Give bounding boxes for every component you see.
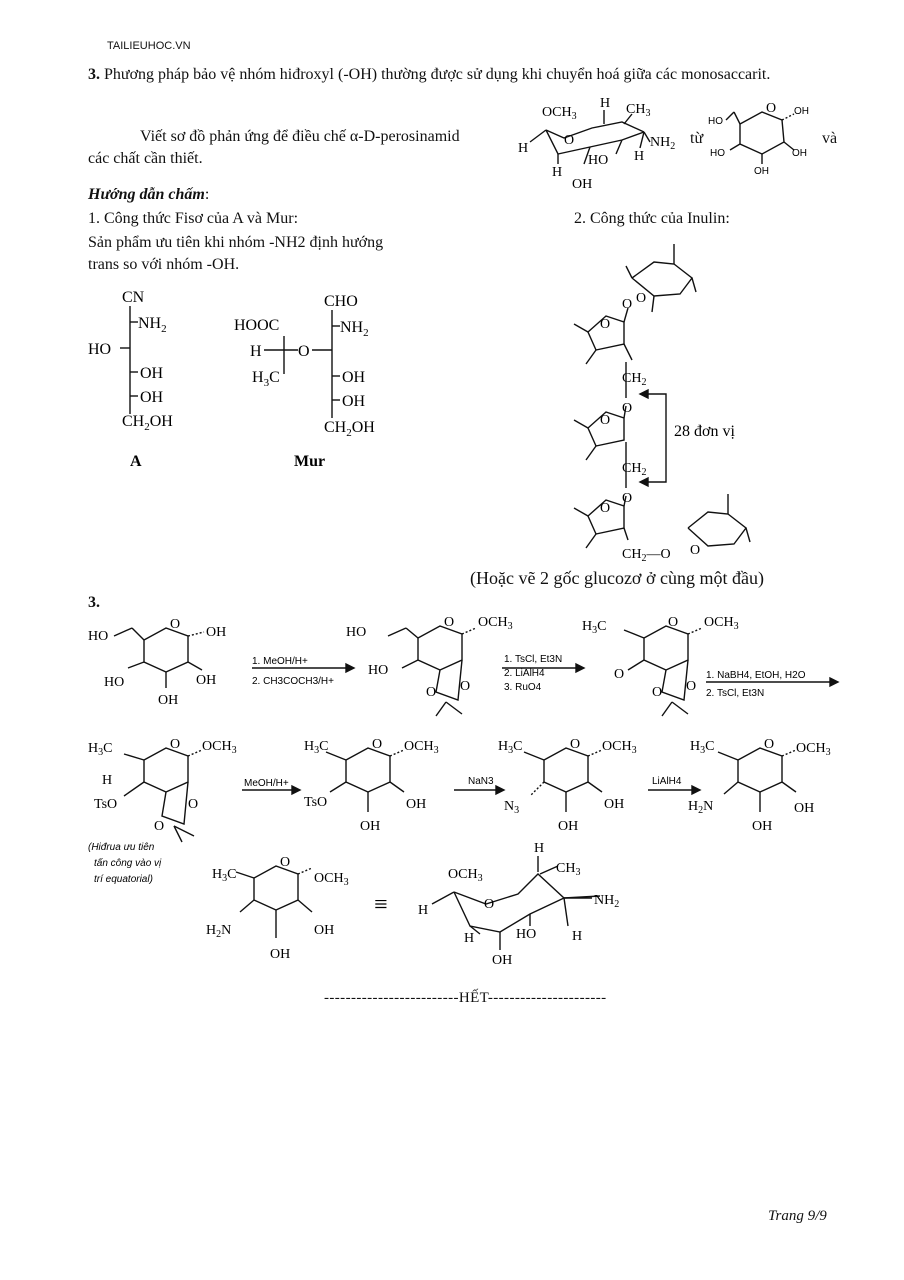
svg-text:O: O [170,617,181,632]
svg-text:CH2OH: $CH_2OH$ [122,413,173,433]
svg-text:O: O [444,615,455,630]
svg-text:OH: OH [140,365,164,382]
svg-text:OH: OH [196,673,217,688]
svg-text:O: O [188,797,199,812]
svg-text:TsO: TsO [304,795,328,810]
svg-text:OH: OH [342,369,366,386]
svg-text:HO: HO [88,341,112,358]
svg-text:HO: HO [346,625,367,640]
svg-text:A: A [130,453,142,470]
svg-text:H: H [552,165,563,180]
svg-text:OH: OH [158,693,179,708]
svg-text:HO: HO [368,663,389,678]
svg-text:OH: OH [572,177,593,192]
svg-text:H3C: $H_3C$ [212,867,237,884]
svg-text:H3C: $H_3C$ [304,739,329,756]
guide-p2-heading: 2. Công thức của Inulin: [574,210,730,227]
step5-reagent: NaN3 [468,776,494,787]
svg-text:OH: OH [754,166,769,177]
step6-reagent: LiAlH4 [652,776,682,787]
question-intro: 3. Phương pháp bảo vệ nhóm hiđroxyl (-OH) thường được sử dụng khi chuyển hoá giữa các monosaccarit. [88,66,771,83]
svg-text:H3C: $H_3C$ [498,739,523,756]
svg-text:HO: HO [104,675,125,690]
svg-text:HO: HO [516,927,537,942]
fischer-mur [228,284,418,474]
svg-text:OCH3: $OCH_3$ [704,615,739,632]
svg-text:HO: HO [588,153,609,168]
svg-text:CHO: CHO [324,293,358,310]
svg-text:O: O [564,133,575,148]
svg-text:O: O [652,685,663,700]
svg-text:OH: OH [342,393,366,410]
svg-text:CH3: $CH_3$ [626,102,651,119]
svg-text:O: O [298,343,310,360]
step2-reagent-2: 2. LiAlH4 [504,668,545,679]
fischer-a [82,284,192,474]
svg-text:OCH3: $OCH_3$ [314,871,349,888]
guide-p1-text1: Sản phẩm ưu tiên khi nhóm -NH2 định hướng [88,234,384,251]
svg-text:O: O [484,897,495,912]
svg-text:H3C: $H_3C$ [252,369,280,389]
svg-text:H: H [634,149,645,164]
svg-text:H2N: $H_2N$ [206,923,232,940]
svg-text:OCH3: $OCH_3$ [202,739,237,756]
task-line-2: các chất cần thiết. [88,150,203,167]
svg-text:H: H [534,841,545,856]
svg-text:NH2: $NH_2$ [138,315,167,335]
target-perosinamide-chair [512,92,687,192]
svg-text:H: H [250,343,262,360]
svg-text:OCH3: $OCH_3$ [478,615,513,632]
svg-text:O: O [170,737,181,752]
svg-text:H3C: $H_3C$ [88,741,113,758]
svg-text:N3: $N_3$ [504,799,520,816]
svg-text:O: O [600,317,611,332]
svg-text:OH: OH [558,819,579,834]
svg-text:OH: OH [314,923,335,938]
scheme-row-3 [200,838,640,978]
svg-text:CH2: $CH_2$ [622,461,647,478]
svg-text:OH: OH [206,625,227,640]
task-line-1: Viết sơ đồ phản ứng để điều chế α-D-perosinamid [140,128,460,145]
svg-text:OH: OH [794,801,815,816]
step3-reagent-1: 1. NaBH4, EtOH, H2O [706,670,806,681]
svg-text:O: O [622,491,633,506]
svg-text:OCH3: $OCH_3$ [796,741,831,758]
svg-text:H2N: $H_2N$ [688,799,714,816]
svg-text:HO: HO [710,148,725,159]
svg-text:O: O [636,291,647,306]
svg-text:OH: OH [406,797,427,812]
svg-text:O: O [766,101,777,116]
step3-reagent-2: 2. TsCl, Et3N [706,688,765,699]
starting-glucose-top [706,98,816,178]
svg-text:OCH3: $OCH_3$ [448,867,483,884]
svg-text:O: O [460,679,471,694]
svg-text:O: O [600,501,611,516]
svg-text:CH2: $CH_2$ [622,371,647,388]
svg-text:O: O [372,737,383,752]
svg-text:H: H [518,141,529,156]
svg-text:NH2: $NH_2$ [594,893,620,910]
svg-text:OH: OH [794,106,809,117]
svg-text:HOOC: HOOC [234,317,280,334]
svg-text:OH: OH [492,953,513,968]
svg-text:H: H [572,929,583,944]
equivalence-sign: ≡ [374,892,388,918]
scheme-row-1 [84,606,844,726]
inulin-note: (Hoặc vẽ 2 gốc glucozơ ở cùng một đầu) [470,568,764,588]
svg-text:OCH3: $OCH_3$ [542,105,577,122]
word-and: và [822,130,838,147]
step1-reagent-2: 2. CH3COCH3/H+ [252,676,334,687]
step1-reagent-1: 1. MeOH/H+ [252,656,308,667]
svg-text:H: H [600,96,611,111]
svg-text:H: H [418,903,429,918]
end-marker: -------------------------HẾT---------------------- [324,990,607,1006]
guide-p1-text2: trans so với nhóm -OH. [88,256,240,273]
svg-text:O: O [686,679,697,694]
guide-title: Hướng dẫn chấm: [88,186,210,203]
guide-p1-heading: 1. Công thức Fisơ của A và Mur: [88,210,299,227]
svg-text:CH2—O: $CH_2—O$ [622,547,671,564]
svg-text:O: O [154,819,165,834]
svg-text:trí equatorial): trí equatorial) [94,874,153,885]
svg-text:O: O [690,543,701,558]
svg-text:NH2: $NH_2$ [340,319,369,339]
svg-text:O: O [570,737,581,752]
svg-text:OCH3: $OCH_3$ [602,739,637,756]
svg-text:OH: OH [792,148,807,159]
hydride-note [86,838,216,894]
svg-text:OH: OH [360,819,381,834]
svg-text:H3C: $H_3C$ [690,739,715,756]
question-number: 3. [88,66,100,83]
svg-text:O: O [622,401,633,416]
svg-text:H3C: $H_3C$ [582,619,607,636]
svg-text:Mur: Mur [294,453,326,470]
svg-text:TsO: TsO [94,797,118,812]
scheme-row-2 [84,732,844,852]
svg-text:HO: HO [708,116,723,127]
inulin-structure [556,232,816,572]
svg-text:(Hiđrua ưu tiên: (Hiđrua ưu tiên [88,842,155,853]
svg-text:tấn công vào vị: tấn công vào vị [94,858,162,869]
svg-text:O: O [764,737,775,752]
svg-text:OCH3: $OCH_3$ [404,739,439,756]
svg-text:O: O [280,855,291,870]
svg-text:O: O [668,615,679,630]
svg-text:O: O [426,685,437,700]
svg-text:OH: OH [270,947,291,962]
page-number: Trang 9/9 [768,1208,827,1224]
step2-reagent-3: 3. RuO4 [504,682,542,693]
svg-text:OH: OH [604,797,625,812]
svg-text:CN: CN [122,289,145,306]
step2-reagent-1: 1. TsCl, Et3N [504,654,563,665]
word-from: từ [690,130,704,147]
svg-text:OH: OH [752,819,773,834]
guide-p3-heading: 3. [88,594,100,611]
svg-text:CH2OH: $CH_2OH$ [324,419,375,439]
svg-text:OH: OH [140,389,164,406]
step4-reagent: MeOH/H+ [244,778,289,789]
svg-text:H: H [102,773,113,788]
svg-text:O: O [614,667,625,682]
svg-text:O: O [622,297,633,312]
inulin-units-label: 28 đơn vị [674,423,735,440]
site-header: TAILIEUHOC.VN [107,40,191,52]
svg-text:HO: HO [88,629,109,644]
svg-text:NH2: $NH_2$ [650,135,676,152]
svg-text:O: O [600,413,611,428]
svg-text:H: H [464,931,475,946]
svg-text:CH3: $CH_3$ [556,861,581,878]
